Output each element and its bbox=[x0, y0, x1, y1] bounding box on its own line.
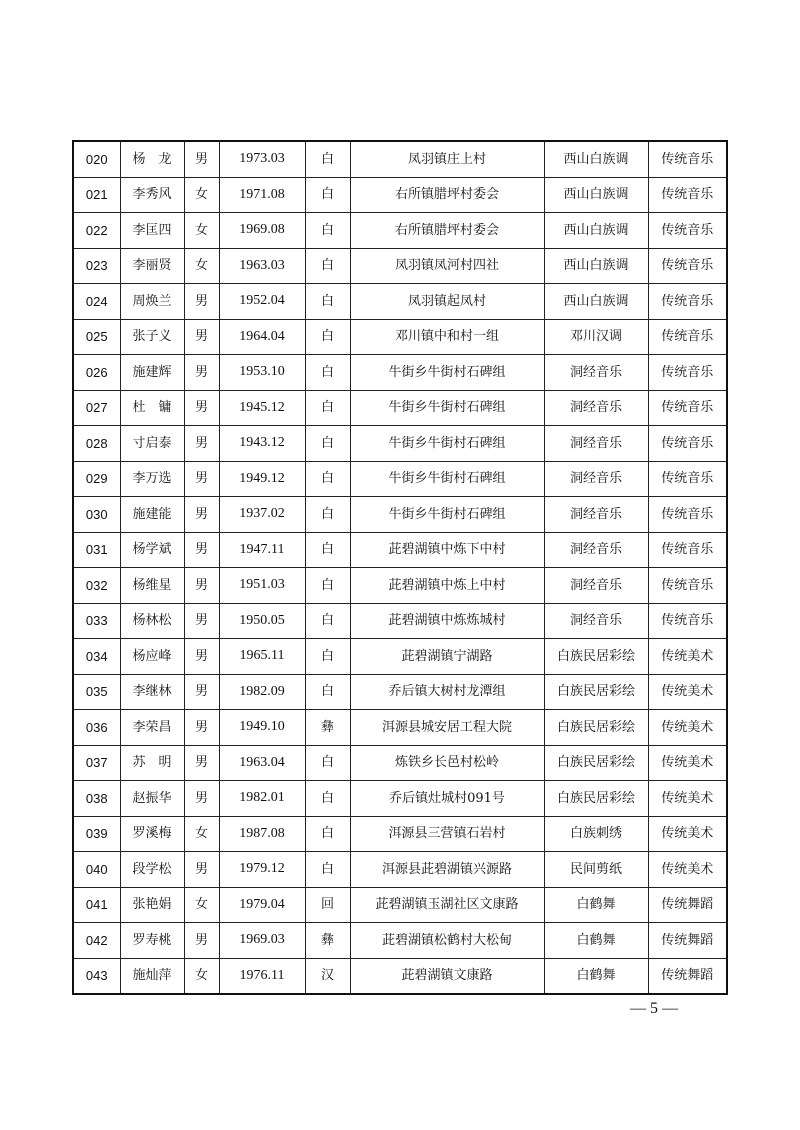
project-cell: 西山白族调 bbox=[544, 213, 648, 249]
category-cell: 传统美术 bbox=[648, 710, 727, 746]
serial-number-cell: 033 bbox=[73, 603, 120, 639]
gender-cell: 女 bbox=[184, 248, 219, 284]
gender-cell: 女 bbox=[184, 816, 219, 852]
ethnicity-cell: 白 bbox=[305, 639, 350, 675]
gender-cell: 男 bbox=[184, 568, 219, 604]
name-cell: 段学松 bbox=[120, 852, 184, 888]
address-cell: 茈碧湖镇松鹤村大松甸 bbox=[350, 923, 544, 959]
ethnicity-cell: 白 bbox=[305, 248, 350, 284]
gender-cell: 男 bbox=[184, 852, 219, 888]
gender-cell: 男 bbox=[184, 426, 219, 462]
ethnicity-cell: 白 bbox=[305, 781, 350, 817]
table-row bbox=[73, 958, 727, 994]
birth-date-cell: 1945.12 bbox=[219, 390, 305, 426]
category-cell: 传统舞蹈 bbox=[648, 958, 727, 994]
project-cell: 白族民居彩绘 bbox=[544, 710, 648, 746]
ethnicity-cell: 白 bbox=[305, 497, 350, 533]
project-cell: 洞经音乐 bbox=[544, 532, 648, 568]
serial-number-cell: 024 bbox=[73, 284, 120, 320]
gender-cell: 女 bbox=[184, 887, 219, 923]
project-cell: 白族民居彩绘 bbox=[544, 674, 648, 710]
category-cell: 传统音乐 bbox=[648, 426, 727, 462]
serial-number-cell: 030 bbox=[73, 497, 120, 533]
project-cell: 洞经音乐 bbox=[544, 461, 648, 497]
name-cell: 赵振华 bbox=[120, 781, 184, 817]
birth-date-cell: 1950.05 bbox=[219, 603, 305, 639]
category-cell: 传统美术 bbox=[648, 745, 727, 781]
serial-number-cell: 039 bbox=[73, 816, 120, 852]
serial-number-cell: 021 bbox=[73, 177, 120, 213]
table-row bbox=[73, 319, 727, 355]
category-cell: 传统舞蹈 bbox=[648, 923, 727, 959]
birth-date-cell: 1949.12 bbox=[219, 461, 305, 497]
ethnicity-cell: 汉 bbox=[305, 958, 350, 994]
table-row bbox=[73, 674, 727, 710]
ethnicity-cell: 白 bbox=[305, 426, 350, 462]
serial-number-cell: 025 bbox=[73, 319, 120, 355]
serial-number-cell: 020 bbox=[73, 141, 120, 177]
name-cell: 杨 龙 bbox=[120, 141, 184, 177]
category-cell: 传统音乐 bbox=[648, 141, 727, 177]
category-cell: 传统音乐 bbox=[648, 390, 727, 426]
birth-date-cell: 1979.12 bbox=[219, 852, 305, 888]
category-cell: 传统音乐 bbox=[648, 603, 727, 639]
birth-date-cell: 1947.11 bbox=[219, 532, 305, 568]
table-row bbox=[73, 816, 727, 852]
birth-date-cell: 1976.11 bbox=[219, 958, 305, 994]
table-row bbox=[73, 603, 727, 639]
project-cell: 西山白族调 bbox=[544, 141, 648, 177]
name-cell: 苏 明 bbox=[120, 745, 184, 781]
page-number: — 5 — bbox=[630, 1000, 678, 1017]
category-cell: 传统音乐 bbox=[648, 213, 727, 249]
gender-cell: 男 bbox=[184, 390, 219, 426]
gender-cell: 女 bbox=[184, 213, 219, 249]
address-cell: 茈碧湖镇玉湖社区文康路 bbox=[350, 887, 544, 923]
birth-date-cell: 1952.04 bbox=[219, 284, 305, 320]
address-cell: 茈碧湖镇中炼下中村 bbox=[350, 532, 544, 568]
table-row bbox=[73, 852, 727, 888]
serial-number-cell: 032 bbox=[73, 568, 120, 604]
project-cell: 西山白族调 bbox=[544, 284, 648, 320]
ethnicity-cell: 白 bbox=[305, 461, 350, 497]
gender-cell: 男 bbox=[184, 674, 219, 710]
name-cell: 杨林松 bbox=[120, 603, 184, 639]
address-cell: 茈碧湖镇中炼上中村 bbox=[350, 568, 544, 604]
serial-number-cell: 041 bbox=[73, 887, 120, 923]
project-cell: 洞经音乐 bbox=[544, 497, 648, 533]
category-cell: 传统美术 bbox=[648, 781, 727, 817]
category-cell: 传统音乐 bbox=[648, 319, 727, 355]
ethnicity-cell: 白 bbox=[305, 568, 350, 604]
gender-cell: 男 bbox=[184, 141, 219, 177]
name-cell: 罗寿桃 bbox=[120, 923, 184, 959]
table-row bbox=[73, 710, 727, 746]
birth-date-cell: 1987.08 bbox=[219, 816, 305, 852]
address-cell: 凤羽镇起凤村 bbox=[350, 284, 544, 320]
name-cell: 李秀风 bbox=[120, 177, 184, 213]
serial-number-cell: 029 bbox=[73, 461, 120, 497]
address-cell: 茈碧湖镇中炼炼城村 bbox=[350, 603, 544, 639]
table-row bbox=[73, 781, 727, 817]
ethnicity-cell: 白 bbox=[305, 745, 350, 781]
birth-date-cell: 1943.12 bbox=[219, 426, 305, 462]
table-body bbox=[73, 141, 727, 994]
gender-cell: 男 bbox=[184, 284, 219, 320]
birth-date-cell: 1964.04 bbox=[219, 319, 305, 355]
category-cell: 传统音乐 bbox=[648, 532, 727, 568]
birth-date-cell: 1982.09 bbox=[219, 674, 305, 710]
address-cell: 洱源县城安居工程大院 bbox=[350, 710, 544, 746]
address-cell: 牛街乡牛街村石碑组 bbox=[350, 390, 544, 426]
ethnicity-cell: 白 bbox=[305, 284, 350, 320]
category-cell: 传统音乐 bbox=[648, 497, 727, 533]
address-cell: 牛街乡牛街村石碑组 bbox=[350, 426, 544, 462]
category-cell: 传统音乐 bbox=[648, 284, 727, 320]
project-cell: 洞经音乐 bbox=[544, 426, 648, 462]
project-cell: 邓川汉调 bbox=[544, 319, 648, 355]
ethnicity-cell: 白 bbox=[305, 177, 350, 213]
birth-date-cell: 1979.04 bbox=[219, 887, 305, 923]
category-cell: 传统音乐 bbox=[648, 177, 727, 213]
name-cell: 杨维星 bbox=[120, 568, 184, 604]
serial-number-cell: 022 bbox=[73, 213, 120, 249]
table-row bbox=[73, 141, 727, 177]
gender-cell: 男 bbox=[184, 319, 219, 355]
table-row bbox=[73, 497, 727, 533]
category-cell: 传统美术 bbox=[648, 639, 727, 675]
table-row bbox=[73, 923, 727, 959]
project-cell: 洞经音乐 bbox=[544, 568, 648, 604]
name-cell: 杨学斌 bbox=[120, 532, 184, 568]
gender-cell: 男 bbox=[184, 745, 219, 781]
serial-number-cell: 028 bbox=[73, 426, 120, 462]
project-cell: 白族民居彩绘 bbox=[544, 781, 648, 817]
serial-number-cell: 034 bbox=[73, 639, 120, 675]
project-cell: 西山白族调 bbox=[544, 177, 648, 213]
address-cell: 茈碧湖镇文康路 bbox=[350, 958, 544, 994]
table-row bbox=[73, 887, 727, 923]
ethnicity-cell: 白 bbox=[305, 674, 350, 710]
birth-date-cell: 1971.08 bbox=[219, 177, 305, 213]
category-cell: 传统美术 bbox=[648, 852, 727, 888]
table-row bbox=[73, 461, 727, 497]
gender-cell: 男 bbox=[184, 710, 219, 746]
name-cell: 张子义 bbox=[120, 319, 184, 355]
ethnicity-cell: 白 bbox=[305, 355, 350, 391]
address-cell: 洱源县三营镇石岩村 bbox=[350, 816, 544, 852]
address-cell: 茈碧湖镇宁湖路 bbox=[350, 639, 544, 675]
birth-date-cell: 1982.01 bbox=[219, 781, 305, 817]
gender-cell: 男 bbox=[184, 461, 219, 497]
project-cell: 白族民居彩绘 bbox=[544, 639, 648, 675]
project-cell: 白鹤舞 bbox=[544, 887, 648, 923]
address-cell: 乔后镇灶城村091号 bbox=[350, 781, 544, 817]
category-cell: 传统音乐 bbox=[648, 461, 727, 497]
serial-number-cell: 042 bbox=[73, 923, 120, 959]
birth-date-cell: 1937.02 bbox=[219, 497, 305, 533]
name-cell: 李丽贤 bbox=[120, 248, 184, 284]
project-cell: 民间剪纸 bbox=[544, 852, 648, 888]
name-cell: 李继林 bbox=[120, 674, 184, 710]
gender-cell: 男 bbox=[184, 603, 219, 639]
ethnicity-cell: 彝 bbox=[305, 923, 350, 959]
project-cell: 洞经音乐 bbox=[544, 355, 648, 391]
birth-date-cell: 1969.03 bbox=[219, 923, 305, 959]
name-cell: 寸启泰 bbox=[120, 426, 184, 462]
birth-date-cell: 1963.03 bbox=[219, 248, 305, 284]
serial-number-cell: 026 bbox=[73, 355, 120, 391]
serial-number-cell: 031 bbox=[73, 532, 120, 568]
table-row bbox=[73, 248, 727, 284]
name-cell: 施建辉 bbox=[120, 355, 184, 391]
address-cell: 牛街乡牛街村石碑组 bbox=[350, 497, 544, 533]
address-cell: 邓川镇中和村一组 bbox=[350, 319, 544, 355]
name-cell: 杜 镛 bbox=[120, 390, 184, 426]
birth-date-cell: 1963.04 bbox=[219, 745, 305, 781]
name-cell: 杨应峰 bbox=[120, 639, 184, 675]
name-cell: 施建能 bbox=[120, 497, 184, 533]
ethnicity-cell: 白 bbox=[305, 390, 350, 426]
birth-date-cell: 1951.03 bbox=[219, 568, 305, 604]
project-cell: 白鹤舞 bbox=[544, 923, 648, 959]
serial-number-cell: 035 bbox=[73, 674, 120, 710]
serial-number-cell: 036 bbox=[73, 710, 120, 746]
ethnicity-cell: 彝 bbox=[305, 710, 350, 746]
project-cell: 白族民居彩绘 bbox=[544, 745, 648, 781]
table-row bbox=[73, 177, 727, 213]
address-cell: 牛街乡牛街村石碑组 bbox=[350, 355, 544, 391]
table-row bbox=[73, 532, 727, 568]
name-cell: 张艳娟 bbox=[120, 887, 184, 923]
address-cell: 凤羽镇凤河村四社 bbox=[350, 248, 544, 284]
ethnicity-cell: 白 bbox=[305, 532, 350, 568]
category-cell: 传统美术 bbox=[648, 674, 727, 710]
gender-cell: 男 bbox=[184, 532, 219, 568]
serial-number-cell: 027 bbox=[73, 390, 120, 426]
ethnicity-cell: 白 bbox=[305, 603, 350, 639]
gender-cell: 男 bbox=[184, 355, 219, 391]
ethnicity-cell: 白 bbox=[305, 816, 350, 852]
name-cell: 李万选 bbox=[120, 461, 184, 497]
birth-date-cell: 1949.10 bbox=[219, 710, 305, 746]
serial-number-cell: 043 bbox=[73, 958, 120, 994]
table-row bbox=[73, 639, 727, 675]
address-cell: 洱源县茈碧湖镇兴源路 bbox=[350, 852, 544, 888]
category-cell: 传统音乐 bbox=[648, 248, 727, 284]
gender-cell: 男 bbox=[184, 639, 219, 675]
table-row bbox=[73, 390, 727, 426]
ethnicity-cell: 白 bbox=[305, 213, 350, 249]
address-cell: 右所镇腊坪村委会 bbox=[350, 213, 544, 249]
gender-cell: 女 bbox=[184, 177, 219, 213]
serial-number-cell: 023 bbox=[73, 248, 120, 284]
table-row bbox=[73, 213, 727, 249]
project-cell: 西山白族调 bbox=[544, 248, 648, 284]
address-cell: 乔后镇大树村龙潭组 bbox=[350, 674, 544, 710]
table-row bbox=[73, 568, 727, 604]
ethnicity-cell: 白 bbox=[305, 319, 350, 355]
name-cell: 李匡四 bbox=[120, 213, 184, 249]
birth-date-cell: 1969.08 bbox=[219, 213, 305, 249]
name-cell: 李荣昌 bbox=[120, 710, 184, 746]
name-cell: 施灿萍 bbox=[120, 958, 184, 994]
gender-cell: 男 bbox=[184, 497, 219, 533]
address-cell: 凤羽镇庄上村 bbox=[350, 141, 544, 177]
name-cell: 罗溪梅 bbox=[120, 816, 184, 852]
name-cell: 周焕兰 bbox=[120, 284, 184, 320]
birth-date-cell: 1953.10 bbox=[219, 355, 305, 391]
project-cell: 白鹤舞 bbox=[544, 958, 648, 994]
birth-date-cell: 1965.11 bbox=[219, 639, 305, 675]
birth-date-cell: 1973.03 bbox=[219, 141, 305, 177]
category-cell: 传统美术 bbox=[648, 816, 727, 852]
table-row bbox=[73, 284, 727, 320]
category-cell: 传统音乐 bbox=[648, 568, 727, 604]
table-row bbox=[73, 426, 727, 462]
address-cell: 右所镇腊坪村委会 bbox=[350, 177, 544, 213]
project-cell: 洞经音乐 bbox=[544, 603, 648, 639]
category-cell: 传统舞蹈 bbox=[648, 887, 727, 923]
table-row bbox=[73, 355, 727, 391]
project-cell: 白族刺绣 bbox=[544, 816, 648, 852]
serial-number-cell: 037 bbox=[73, 745, 120, 781]
serial-number-cell: 038 bbox=[73, 781, 120, 817]
ethnicity-cell: 回 bbox=[305, 887, 350, 923]
gender-cell: 男 bbox=[184, 781, 219, 817]
project-cell: 洞经音乐 bbox=[544, 390, 648, 426]
serial-number-cell: 040 bbox=[73, 852, 120, 888]
gender-cell: 女 bbox=[184, 958, 219, 994]
gender-cell: 男 bbox=[184, 923, 219, 959]
inheritor-list-table bbox=[72, 140, 726, 995]
table-row bbox=[73, 745, 727, 781]
address-cell: 炼铁乡长邑村松岭 bbox=[350, 745, 544, 781]
ethnicity-cell: 白 bbox=[305, 852, 350, 888]
address-cell: 牛街乡牛街村石碑组 bbox=[350, 461, 544, 497]
category-cell: 传统音乐 bbox=[648, 355, 727, 391]
ethnicity-cell: 白 bbox=[305, 141, 350, 177]
